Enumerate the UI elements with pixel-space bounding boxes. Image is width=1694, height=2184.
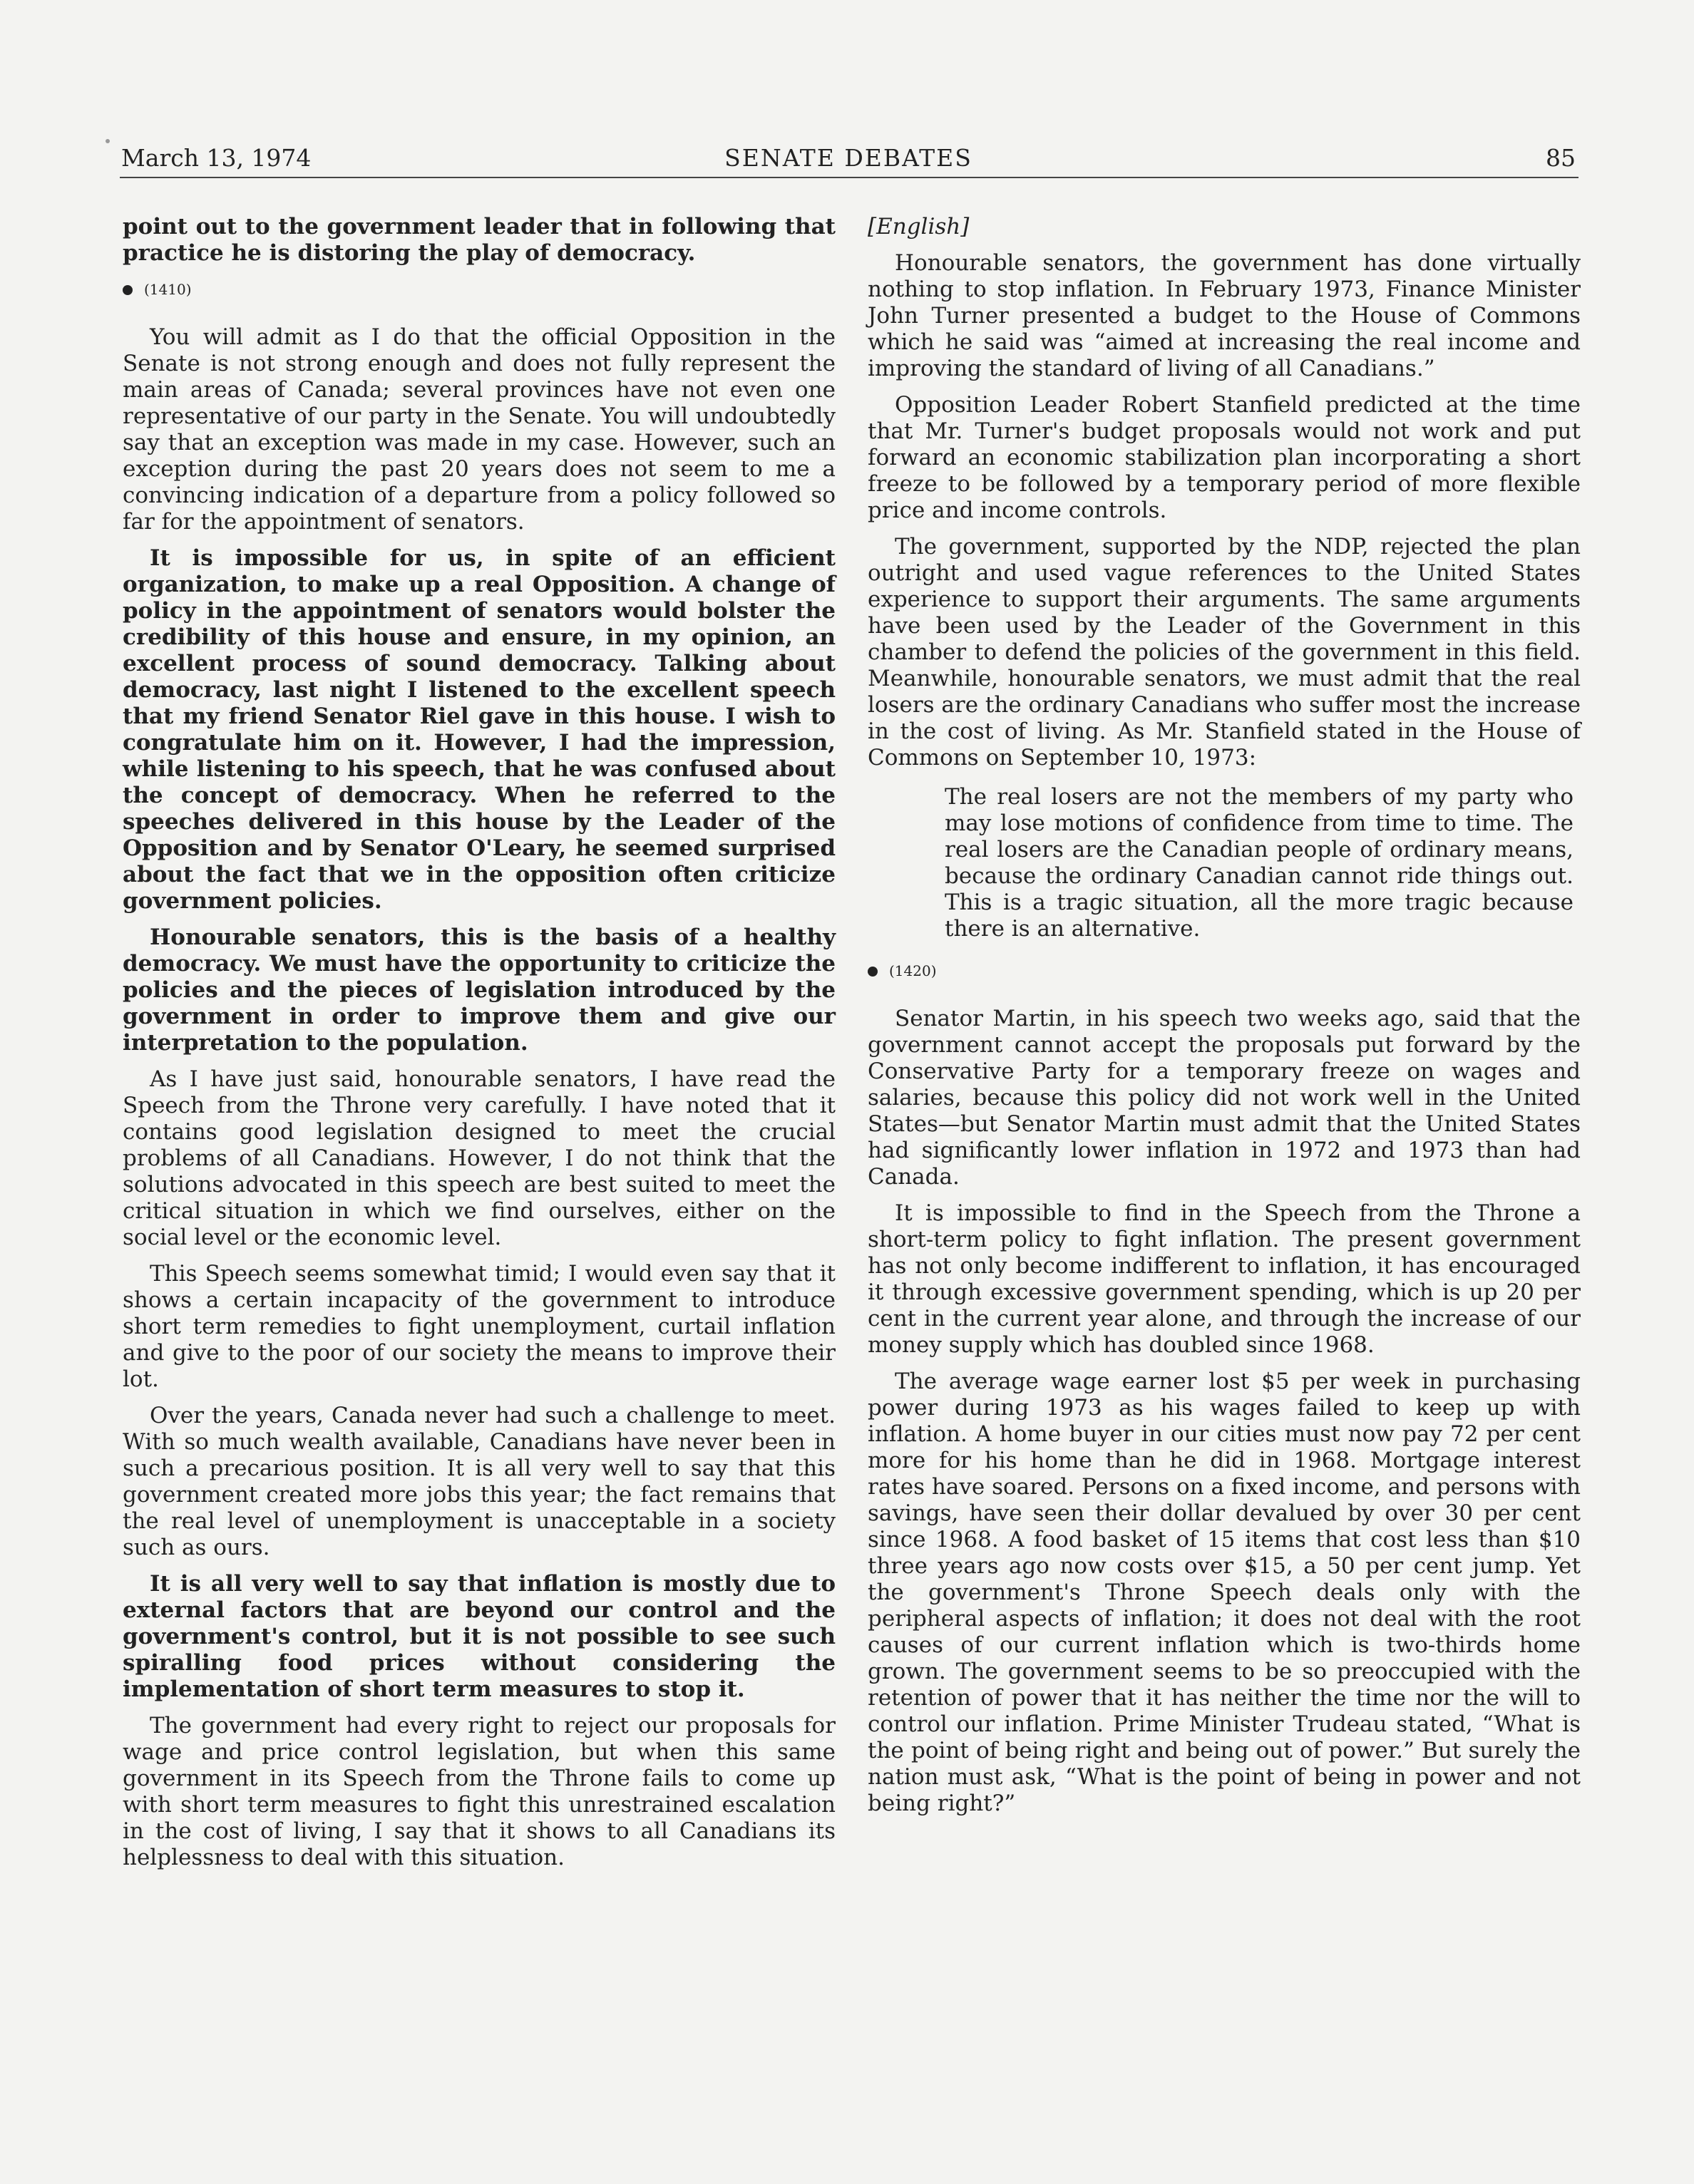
header-title: SENATE DEBATES bbox=[724, 144, 972, 172]
paragraph: It is impossible to find in the Speech from the Throne a short-term policy to fight inflation. The present government has not only become indifferent to inflation, it has encouraged it through excessive government spending, which is up 20 per cent in the current year alone, and through the increase of our money supply which has doubled since 1968. bbox=[868, 1200, 1581, 1358]
paragraph: As I have just said, honourable senators, I have read the Speech from the Throne very carefully. I have noted that it contains good legislation designed to meet the crucial problems of all Canadians. However, I do not think that the solutions advocated in this speech are best suited to meet the critical situation in which we find ourselves, either on the social level or the economic level. bbox=[123, 1066, 836, 1250]
paragraph: Honourable senators, the government has done virtually nothing to stop inflation. In February 1973, Finance Minister John Turner presented a budget to the House of Commons which he said was “aimed at increasing the real income and improving the standard of living of all Canadians.” bbox=[868, 250, 1581, 381]
paragraph: The average wage earner lost $5 per week in purchasing power during 1973 as his wages failed to keep up with inflation. A home buyer in our cities must now pay 72 per cent more for his home than he did in 1968. Mortgage interest rates have soared. Persons on a fixed income, and persons with savings, have seen their dollar devalued by over 30 per cent since 1968. A food basket of 15 items that cost less than $10 three years ago now costs over $15, a 50 per cent jump. Yet the government's Throne Speech deals only with the peripheral aspects of inflation; it does not deal with the root causes of our current inflation which is two-thirds home grown. The government seems to be so preoccupied with the retention of power that it has neither the time nor the will to control our inflation. Prime Minister Trudeau stated, “What is the point of being right and being out of power.” But surely the nation must ask, “What is the point of being in power and not being right?” bbox=[868, 1369, 1581, 1816]
paragraph: It is all very well to say that inflation is mostly due to external factors that are beyond our control and the government's control, but it is not possible to see such spiralling food prices without considering the implementation of short term measures to stop it. bbox=[123, 1571, 836, 1702]
bullet-icon bbox=[868, 967, 878, 977]
paragraph: Over the years, Canada never had such a challenge to meet. With so much wealth available, Canadians have never been in such a precarious position. It is all very well to say that this government created more jobs this year; the fact remains that the real level of unemployment is unacceptable in a society such as ours. bbox=[123, 1403, 836, 1560]
time-marker-label: (1420) bbox=[889, 962, 937, 979]
time-marker bbox=[123, 277, 836, 303]
paragraph: You will admit as I do that the official Opposition in the Senate is not strong enough and does not fully represent the main areas of Canada; several provinces have not even one representative of our party in the Senate. You will undoubtedly say that an exception was made in my case. However, such an exception during the past 20 years does not seem to me a convincing indication of a departure from a policy followed so far for the appointment of senators. bbox=[123, 324, 836, 535]
header-rule bbox=[120, 177, 1578, 178]
paragraph: Senator Martin, in his speech two weeks ago, said that the government cannot accept the proposals put forward by the Conservative Party for a temporary freeze on wages and salaries, because this policy did not work well in the United States—but Senator Martin must admit that the United States had significantly lower inflation in 1972 and 1973 than had Canada. bbox=[868, 1006, 1581, 1190]
right-column bbox=[868, 214, 1581, 1827]
paragraph: This Speech seems somewhat timid; I would even say that it shows a certain incapacity of the government to introduce short term remedies to fight unemployment, curtail inflation and give to the poor of our society the means to improve their lot. bbox=[123, 1261, 836, 1392]
paragraph: point out to the government leader that in following that practice he is distoring the play of democracy. bbox=[123, 214, 836, 266]
left-column bbox=[123, 214, 836, 1881]
language-tag: [English] bbox=[868, 214, 970, 239]
bullet-icon bbox=[123, 285, 133, 295]
quote-text: The real losers are not the members of my party who may lose motions of confidence from time to time. The real losers are the Canadian people of ordinary means, because the ordinary Canadian cannot ride things out. This is a tragic situation, all the more tragic because there is an alternative. bbox=[945, 784, 1574, 942]
paragraph: The government had every right to reject our proposals for wage and price control legislation, but when this same government in its Speech from the Throne fails to come up with short term measures to fight this unrestrained escalation in the cost of living, I say that it shows to all Canadians its helplessness to deal with this situation. bbox=[123, 1713, 836, 1870]
time-marker-label: (1410) bbox=[144, 281, 192, 298]
paragraph: It is impossible for us, in spite of an efficient organization, to make up a real Opposition. A change of policy in the appointment of senators would bolster the credibility of this house and ensure, in my opinion, an excellent process of sound democracy. Talking about democracy, last night I listened to the excellent speech that my friend Senator Riel gave in this house. I wish to congratulate him on it. However, I had the impression, while listening to his speech, that he was confused about the concept of democracy. When he referred to the speeches delivered in this house by the Leader of the Opposition and by Senator O'Leary, he seemed surprised about the fact that we in the opposition often criticize government policies. bbox=[123, 545, 836, 914]
paragraph: Opposition Leader Robert Stanfield predicted at the time that Mr. Turner's budget proposals would not work and put forward an economic stabilization plan incorporating a short freeze to be followed by a temporary period of more flexible price and income controls. bbox=[868, 392, 1581, 523]
scan-speck bbox=[106, 139, 110, 143]
block-quote bbox=[868, 784, 1581, 942]
paragraph: The government, supported by the NDP, rejected the plan outright and used vague references to the United States experience to support their arguments. The same arguments have been used by the Leader of the Government in this chamber to defend the policies of the government in this field. Meanwhile, honourable senators, we must admit that the real losers are the ordinary Canadians who suffer most the increase in the cost of living. As Mr. Stanfield stated in the House of Commons on September 10, 1973: bbox=[868, 534, 1581, 771]
page-number: 85 bbox=[1546, 144, 1576, 172]
paragraph: Honourable senators, this is the basis of a healthy democracy. We must have the opportunity to criticize the policies and the pieces of legislation introduced by the government in order to improve them and give our interpretation to the population. bbox=[123, 924, 836, 1056]
time-marker bbox=[868, 958, 1581, 984]
page-header bbox=[121, 143, 1576, 174]
header-date: March 13, 1974 bbox=[121, 144, 312, 172]
